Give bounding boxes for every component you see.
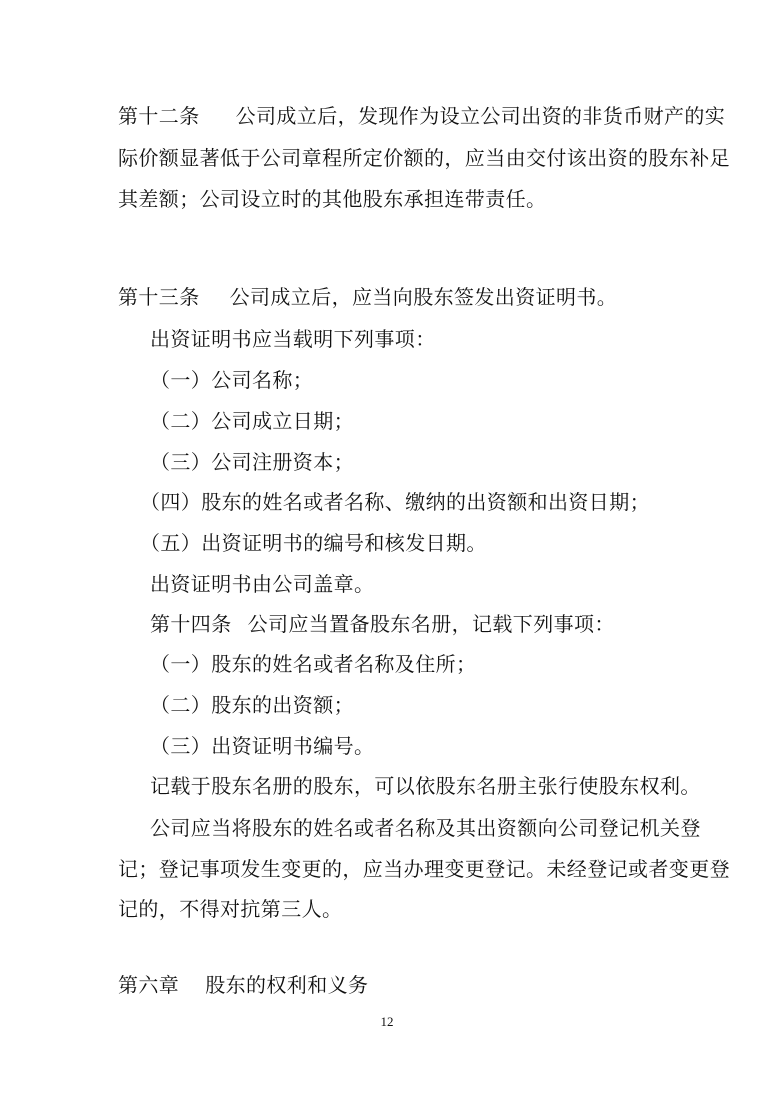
article-13-text-1: 公司成立后，应当向股东签发出资证明书。 [229, 285, 618, 309]
article-13-item-2: （二）公司成立日期； [150, 409, 354, 433]
article-14-paragraph-2-line-1: 公司应当将股东的姓名或者名称及其出资额向公司登记机关登 [150, 816, 701, 840]
article-13-closing: 出资证明书由公司盖章。 [150, 572, 375, 596]
article-12-heading: 第十二条 [118, 104, 200, 128]
article-12-line-1 [118, 104, 725, 128]
article-13-item-1: （一）公司名称； [150, 368, 314, 392]
article-14-paragraph-1: 记载于股东名册的股东，可以依股东名册主张行使股东权利。 [150, 774, 701, 798]
chapter-6-heading: 第六章 [118, 973, 180, 997]
article-14-heading: 第十四条 [150, 612, 232, 636]
article-14-item-3: （三）出资证明书编号。 [150, 734, 375, 758]
article-14-item-1: （一）股东的姓名或者名称及住所； [150, 652, 477, 676]
article-13-item-3: （三）公司注册资本； [150, 450, 354, 474]
article-14-paragraph-2-line-2: 记；登记事项发生变更的，应当办理变更登记。未经登记或者变更登 [118, 857, 730, 881]
article-14-line-1 [150, 612, 615, 636]
article-13-heading: 第十三条 [118, 285, 200, 309]
article-13-line-1 [118, 285, 617, 309]
article-14-paragraph-2-line-3: 记的，不得对抗第三人。 [118, 897, 343, 921]
article-13-item-5: （五）出资证明书的编号和核发日期。 [140, 531, 487, 555]
article-13-item-4: （四）股东的姓名或者名称、缴纳的出资额和出资日期； [140, 490, 650, 514]
article-12-text-1: 公司成立后，发现作为设立公司出资的非货币财产的实 [235, 104, 726, 128]
chapter-6-heading-line [118, 973, 368, 997]
article-14-item-2: （二）股东的出资额； [150, 693, 354, 717]
article-12-line-2: 际价额显著低于公司章程所定价额的，应当由交付该出资的股东补足 [118, 146, 730, 170]
chapter-6-title: 股东的权利和义务 [205, 973, 369, 997]
article-14-text-1: 公司应当置备股东名册，记载下列事项： [247, 612, 615, 636]
article-12-line-3: 其差额；公司设立时的其他股东承担连带责任。 [118, 187, 547, 211]
article-13-intro: 出资证明书应当载明下列事项： [150, 327, 436, 351]
page-number: 12 [380, 1014, 394, 1029]
